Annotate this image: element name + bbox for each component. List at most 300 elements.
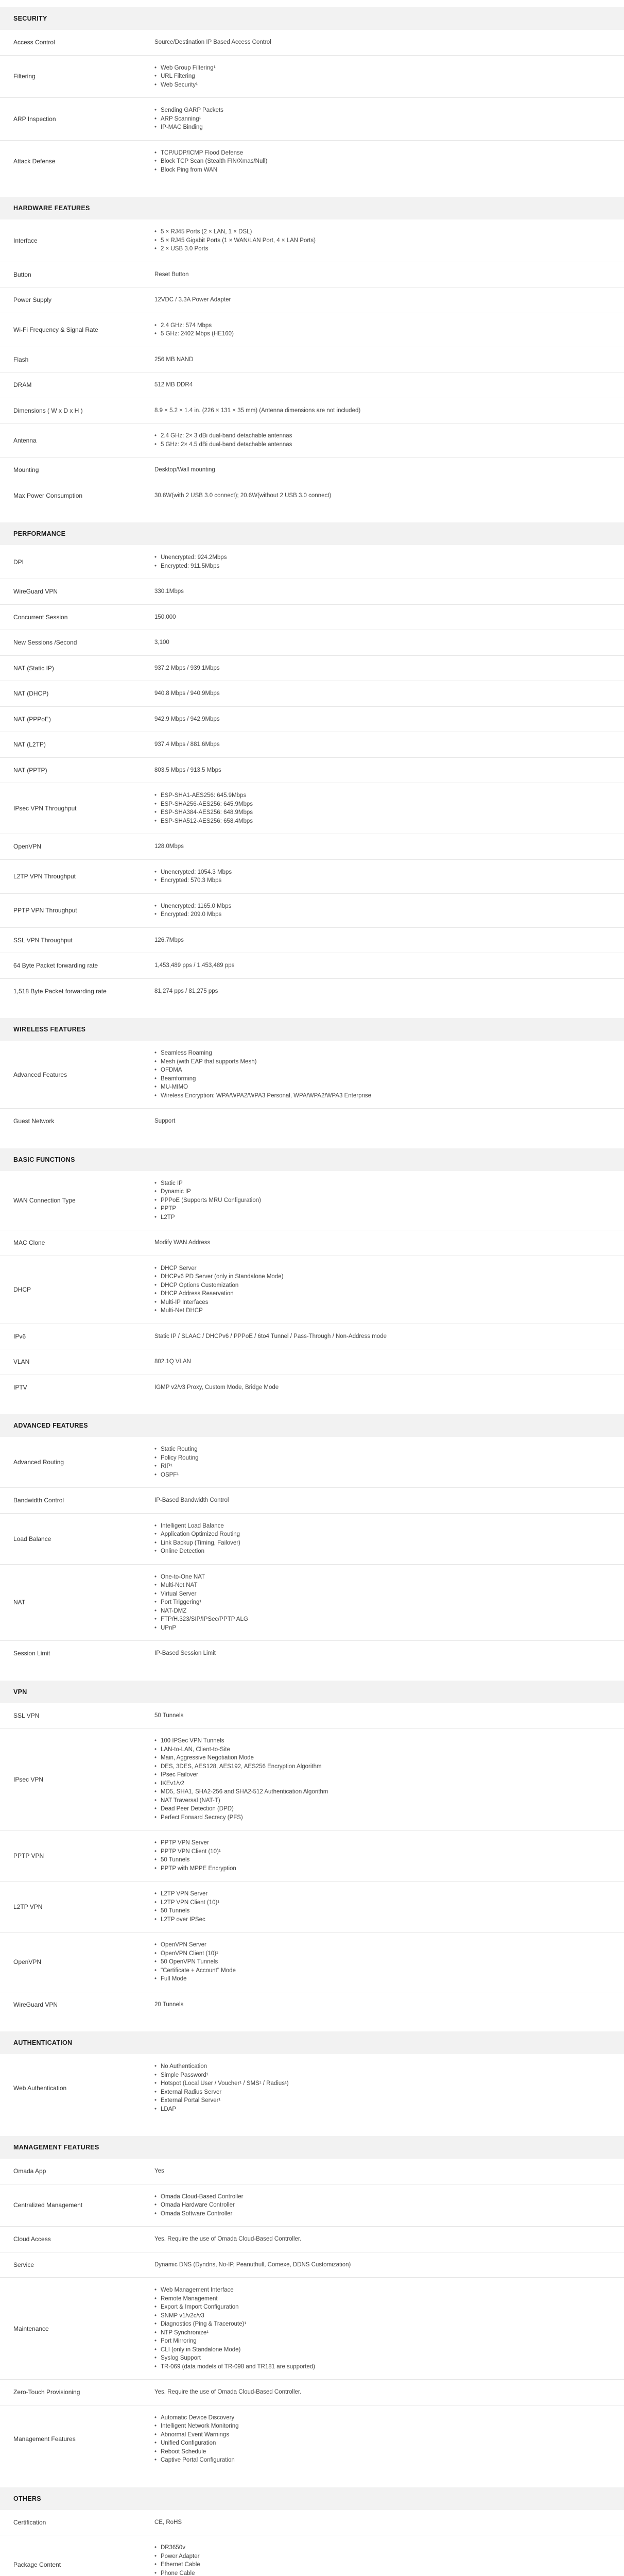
spec-value bbox=[154, 1332, 624, 1341]
spec-value-item: • ESP-SHA1-AES256: 645.9Mbps bbox=[154, 791, 603, 800]
spec-label: SSL VPN Throughput bbox=[13, 936, 73, 944]
spec-value-item: • Diagnostics (Ping & Traceroute)¹ bbox=[154, 2320, 603, 2329]
spec-value-item: • External Portal Server¹ bbox=[154, 2096, 603, 2105]
spec-value bbox=[154, 638, 624, 647]
spec-row bbox=[0, 979, 624, 1004]
spec-value-item: • IKEv1/v2 bbox=[154, 1780, 603, 1788]
spec-value-item: • L2TP over IPSec bbox=[154, 1916, 603, 1924]
spec-value-item: • NTP Synchronize¹ bbox=[154, 2329, 603, 2337]
spec-row bbox=[0, 347, 624, 373]
spec-row bbox=[0, 732, 624, 758]
spec-value-list bbox=[154, 1264, 603, 1315]
spec-value bbox=[154, 553, 624, 570]
spec-row bbox=[0, 1831, 624, 1882]
spec-value bbox=[154, 1890, 624, 1924]
spec-row bbox=[0, 372, 624, 398]
spec-value-text: 30.6W(with 2 USB 3.0 connect); 20.6W(without 2 USB 3.0 connect) bbox=[154, 492, 332, 499]
spec-row bbox=[0, 2535, 624, 2576]
spec-value-item: • Syslog Support bbox=[154, 2354, 603, 2363]
spec-value-item: • ESP-SHA512-AES256: 658.4Mbps bbox=[154, 817, 603, 826]
spec-label: Cloud Access bbox=[13, 2235, 51, 2243]
spec-label: Button bbox=[13, 270, 31, 278]
spec-value bbox=[154, 106, 624, 132]
spec-row bbox=[0, 681, 624, 707]
spec-value-item: • 50 OpenVPN Tunnels bbox=[154, 1958, 603, 1967]
spec-value-item: • CLI (only in Standalone Mode) bbox=[154, 2346, 603, 2354]
spec-value-item: • Unified Configuration bbox=[154, 2439, 603, 2448]
spec-label: Filtering bbox=[13, 73, 36, 80]
spec-label: PPTP VPN Throughput bbox=[13, 907, 77, 914]
spec-value bbox=[154, 613, 624, 622]
spec-value bbox=[154, 2261, 624, 2269]
spec-value bbox=[154, 936, 624, 945]
spec-value-item: • TR-069 (data models of TR-098 and TR181 are supported) bbox=[154, 2363, 603, 2371]
spec-value-item: • Unencrypted: 924.2Mbps bbox=[154, 553, 603, 562]
section-body bbox=[0, 30, 624, 182]
spec-value-item: • Phone Cable bbox=[154, 2569, 603, 2576]
spec-label: Web Authentication bbox=[13, 2084, 67, 2092]
spec-row bbox=[0, 2510, 624, 2536]
spec-value-list bbox=[154, 1941, 603, 1984]
spec-value-list bbox=[154, 321, 603, 338]
spec-value-item: • NAT Traversal (NAT-T) bbox=[154, 1797, 603, 1805]
spec-value-item: • Export & Import Configuration bbox=[154, 2303, 603, 2312]
spec-value bbox=[154, 1522, 624, 1556]
spec-value bbox=[154, 902, 624, 919]
spec-value-text: 8.9 × 5.2 × 1.4 in. (226 × 131 × 35 mm) (Antenna dimensions are not included) bbox=[154, 407, 361, 414]
section-body bbox=[0, 2054, 624, 2122]
spec-value-list bbox=[154, 1049, 603, 1100]
spec-value-list bbox=[154, 1573, 603, 1633]
section-header: HARDWARE FEATURES bbox=[0, 197, 624, 219]
spec-value-item: • ESP-SHA384-AES256: 648.9Mbps bbox=[154, 808, 603, 817]
spec-value-text: 12VDC / 3.3A Power Adapter bbox=[154, 297, 231, 303]
spec-row bbox=[0, 860, 624, 894]
spec-value-item: • One-to-One NAT bbox=[154, 1573, 603, 1582]
spec-value bbox=[154, 868, 624, 885]
spec-value-item: • Port Triggering¹ bbox=[154, 1598, 603, 1607]
spec-row bbox=[0, 141, 624, 183]
spec-value bbox=[154, 1496, 624, 1505]
section-header: ADVANCED FEATURES bbox=[0, 1414, 624, 1437]
spec-label: OpenVPN bbox=[13, 1958, 42, 1966]
spec-value-item: • 2 × USB 3.0 Ports bbox=[154, 245, 603, 253]
spec-value-item: • Policy Routing bbox=[154, 1454, 603, 1463]
spec-label: WireGuard VPN bbox=[13, 588, 58, 596]
spec-row bbox=[0, 30, 624, 56]
spec-row bbox=[0, 483, 624, 509]
spec-label: Session Limit bbox=[13, 1650, 50, 1657]
spec-label: Dimensions ( W x D x H ) bbox=[13, 406, 83, 414]
spec-value-item: • Sending GARP Packets bbox=[154, 106, 603, 115]
spec-label: ARP Inspection bbox=[13, 115, 56, 123]
spec-value bbox=[154, 587, 624, 596]
spec-label: PPTP VPN bbox=[13, 1852, 44, 1859]
section-body bbox=[0, 1703, 624, 2018]
spec-value bbox=[154, 1239, 624, 1247]
spec-value-text: 50 Tunnels bbox=[154, 1712, 184, 1719]
spec-value-item: • OFDMA bbox=[154, 1066, 603, 1075]
spec-value-text: 1,453,489 pps / 1,453,489 pps bbox=[154, 962, 235, 969]
spec-row bbox=[0, 1703, 624, 1729]
spec-value-list bbox=[154, 2414, 603, 2465]
spec-value-item: • Web Management Interface bbox=[154, 2286, 603, 2295]
spec-row bbox=[0, 1488, 624, 1514]
spec-value-item: • Intelligent Network Monitoring bbox=[154, 2422, 603, 2431]
spec-value-item: • Unencrypted: 1054.3 Mbps bbox=[154, 868, 603, 877]
spec-value-item: • Dead Peer Detection (DPD) bbox=[154, 1805, 603, 1814]
spec-value-text: Dynamic DNS (Dyndns, No-IP, Peanuthull, Comexe, DDNS Customization) bbox=[154, 2261, 351, 2268]
spec-value-text: Desktop/Wall mounting bbox=[154, 467, 215, 473]
spec-value bbox=[154, 1179, 624, 1222]
spec-value-item: • Static Routing bbox=[154, 1445, 603, 1454]
spec-label: Concurrent Session bbox=[13, 613, 68, 621]
spec-label: Attack Defense bbox=[13, 158, 56, 165]
spec-row bbox=[0, 605, 624, 631]
spec-label: NAT bbox=[13, 1599, 26, 1606]
spec-label: SSL VPN bbox=[13, 1711, 40, 1719]
spec-value bbox=[154, 1711, 624, 1720]
spec-value-item: • PPTP VPN Client (10)¹ bbox=[154, 1848, 603, 1856]
spec-label: WireGuard VPN bbox=[13, 2001, 58, 2008]
spec-label: NAT (L2TP) bbox=[13, 741, 46, 749]
spec-value-item: • NAT-DMZ bbox=[154, 1607, 603, 1616]
spec-value bbox=[154, 1649, 624, 1658]
section-body bbox=[0, 545, 624, 1004]
spec-value-item: • 5 GHz: 2402 Mbps (HE160) bbox=[154, 330, 603, 338]
spec-value bbox=[154, 2518, 624, 2527]
section-header: PERFORMANCE bbox=[0, 522, 624, 545]
spec-value-list bbox=[154, 1890, 603, 1924]
spec-label: Bandwidth Control bbox=[13, 1497, 64, 1504]
spec-value-item: • L2TP VPN Server bbox=[154, 1890, 603, 1899]
spec-value-text: 150,000 bbox=[154, 614, 176, 620]
spec-row bbox=[0, 1641, 624, 1666]
spec-row bbox=[0, 579, 624, 605]
spec-value-item: • Mesh (with EAP that supports Mesh) bbox=[154, 1058, 603, 1066]
spec-value-list bbox=[154, 1179, 603, 1222]
section-body bbox=[0, 2159, 624, 2473]
spec-value-item: • RIP¹ bbox=[154, 1462, 603, 1471]
section-body bbox=[0, 1437, 624, 1666]
spec-row bbox=[0, 707, 624, 733]
spec-row bbox=[0, 219, 624, 262]
spec-label: Access Control bbox=[13, 39, 55, 46]
spec-value bbox=[154, 2235, 624, 2244]
spec-value-item: • Omada Software Controller bbox=[154, 2210, 603, 2218]
spec-value-item: • DHCP Server bbox=[154, 1264, 603, 1273]
spec-value-item: • Perfect Forward Secrecy (PFS) bbox=[154, 1814, 603, 1822]
spec-value bbox=[154, 766, 624, 775]
spec-value-text: 126.7Mbps bbox=[154, 937, 184, 943]
spec-value-text: 20 Tunnels bbox=[154, 2001, 184, 2008]
spec-value-item: • DHCP Address Reservation bbox=[154, 1290, 603, 1298]
spec-value-item: • PPTP with MPPE Encryption bbox=[154, 1865, 603, 1873]
spec-value-item: • Omada Cloud-Based Controller bbox=[154, 2193, 603, 2201]
spec-value-item: • Multi-IP Interfaces bbox=[154, 1298, 603, 1307]
spec-value bbox=[154, 1383, 624, 1392]
spec-label: L2TP VPN bbox=[13, 1903, 43, 1910]
spec-value bbox=[154, 842, 624, 851]
spec-label: Management Features bbox=[13, 2435, 76, 2443]
spec-value-text: 940.8 Mbps / 940.9Mbps bbox=[154, 690, 220, 697]
spec-row bbox=[0, 398, 624, 424]
spec-row bbox=[0, 1933, 624, 1992]
section-body bbox=[0, 1041, 624, 1134]
spec-value-item: • Unencrypted: 1165.0 Mbps bbox=[154, 902, 603, 911]
spec-value-list bbox=[154, 106, 603, 132]
section-header: SECURITY bbox=[0, 7, 624, 30]
spec-value-item: • Automatic Device Discovery bbox=[154, 2414, 603, 2422]
spec-value bbox=[154, 432, 624, 449]
spec-value-item: • 5 GHz: 2× 4.5 dBi dual-band detachable antennas bbox=[154, 440, 603, 449]
spec-value-text: IP-Based Bandwidth Control bbox=[154, 1497, 229, 1503]
spec-value-item: • Omada Hardware Controller bbox=[154, 2201, 603, 2210]
spec-label: NAT (PPTP) bbox=[13, 766, 47, 774]
spec-value bbox=[154, 1573, 624, 1633]
spec-value-text: Source/Destination IP Based Access Control bbox=[154, 39, 271, 45]
spec-label: Service bbox=[13, 2261, 34, 2268]
spec-value bbox=[154, 149, 624, 175]
spec-value-text: IP-Based Session Limit bbox=[154, 1650, 216, 1656]
spec-value-item: • Simple Password¹ bbox=[154, 2071, 603, 2080]
spec-value-item: • Seamless Roaming bbox=[154, 1049, 603, 1058]
spec-value-text: Reset Button bbox=[154, 271, 189, 278]
spec-value-item: • L2TP bbox=[154, 1213, 603, 1222]
spec-value-text: 942.9 Mbps / 942.9Mbps bbox=[154, 716, 220, 722]
spec-row bbox=[0, 758, 624, 784]
spec-label: WAN Connection Type bbox=[13, 1196, 76, 1204]
spec-value-item: • Multi-Net DHCP bbox=[154, 1307, 603, 1315]
spec-value bbox=[154, 2193, 624, 2218]
spec-value-list bbox=[154, 1445, 603, 1479]
spec-value-list bbox=[154, 228, 603, 253]
spec-value-item: • L2TP VPN Client (10)¹ bbox=[154, 1899, 603, 1907]
spec-label: OpenVPN bbox=[13, 843, 42, 851]
spec-value-item: • LDAP bbox=[154, 2105, 603, 2114]
spec-label: NAT (PPPoE) bbox=[13, 715, 51, 723]
spec-value bbox=[154, 1049, 624, 1100]
spec-value bbox=[154, 740, 624, 749]
spec-label: Package Content bbox=[13, 2561, 61, 2569]
spec-row bbox=[0, 2054, 624, 2122]
spec-value bbox=[154, 2388, 624, 2397]
spec-label: Zero-Touch Provisioning bbox=[13, 2388, 80, 2396]
spec-value bbox=[154, 1264, 624, 1315]
spec-value-item: • 2.4 GHz: 574 Mbps bbox=[154, 321, 603, 330]
section-header: BASIC FUNCTIONS bbox=[0, 1148, 624, 1171]
spec-row bbox=[0, 457, 624, 483]
spec-row bbox=[0, 2405, 624, 2473]
spec-row bbox=[0, 1109, 624, 1134]
spec-value-list bbox=[154, 1839, 603, 1873]
spec-value-text: 802.1Q VLAN bbox=[154, 1359, 191, 1365]
spec-value-item: • FTP/H.323/SIP/IPSec/PPTP ALG bbox=[154, 1615, 603, 1624]
spec-row bbox=[0, 1171, 624, 1231]
spec-value-item: • 5 × RJ45 Ports (2 × LAN, 1 × DSL) bbox=[154, 228, 603, 236]
spec-value-text: 330.1Mbps bbox=[154, 588, 184, 595]
spec-value-item: • SNMP v1/v2c/v3 bbox=[154, 2312, 603, 2320]
spec-label: Guest Network bbox=[13, 1117, 55, 1125]
spec-value bbox=[154, 664, 624, 673]
spec-value-text: 3,100 bbox=[154, 639, 169, 646]
spec-value bbox=[154, 321, 624, 338]
spec-value bbox=[154, 689, 624, 698]
spec-row bbox=[0, 2227, 624, 2252]
spec-value-item: • Ethernet Cable bbox=[154, 2561, 603, 2569]
spec-label: Wi-Fi Frequency & Signal Rate bbox=[13, 326, 98, 333]
section-header: VPN bbox=[0, 1681, 624, 1703]
spec-value-item: • LAN-to-LAN, Client-to-Site bbox=[154, 1745, 603, 1754]
spec-value-list bbox=[154, 868, 603, 885]
section-body bbox=[0, 219, 624, 508]
section-header: WIRELESS FEATURES bbox=[0, 1018, 624, 1041]
spec-value bbox=[154, 64, 624, 90]
spec-label: Centralized Management bbox=[13, 2201, 83, 2209]
spec-value bbox=[154, 715, 624, 724]
spec-label: IPsec VPN bbox=[13, 1775, 44, 1783]
spec-value-item: • Block TCP Scan (Stealth FIN/Xmas/Null) bbox=[154, 157, 603, 166]
spec-value-text: Yes. Require the use of Omada Cloud-Based Controller. bbox=[154, 2389, 302, 2395]
spec-value-text: 937.2 Mbps / 939.1Mbps bbox=[154, 665, 220, 671]
spec-value-item: • UPnP bbox=[154, 1624, 603, 1633]
spec-label: DRAM bbox=[13, 381, 32, 389]
spec-label: DPI bbox=[13, 558, 24, 566]
spec-label: Max Power Consumption bbox=[13, 492, 83, 499]
spec-value-item: • MU-MIMO bbox=[154, 1083, 603, 1092]
spec-label: Flash bbox=[13, 355, 29, 363]
spec-value-list bbox=[154, 553, 603, 570]
spec-value bbox=[154, 791, 624, 825]
spec-label: Certification bbox=[13, 2518, 46, 2526]
spec-label: Omada App bbox=[13, 2167, 46, 2175]
spec-row bbox=[0, 783, 624, 834]
spec-value-text: IGMP v2/v3 Proxy, Custom Mode, Bridge Mode bbox=[154, 1384, 279, 1391]
spec-row bbox=[0, 2380, 624, 2405]
spec-value bbox=[154, 270, 624, 279]
spec-value-item: • OSPF¹ bbox=[154, 1471, 603, 1480]
spec-value-item: • TCP/UDP/ICMP Flood Defense bbox=[154, 149, 603, 158]
spec-value-item: • Online Detection bbox=[154, 1547, 603, 1556]
spec-row bbox=[0, 2278, 624, 2380]
spec-value-item: • Static IP bbox=[154, 1179, 603, 1188]
spec-value bbox=[154, 1737, 624, 1822]
spec-value-item: • Intelligent Load Balance bbox=[154, 1522, 603, 1531]
spec-value-item: • Beamforming bbox=[154, 1075, 603, 1083]
spec-value-list bbox=[154, 64, 603, 90]
spec-value-item: • 50 Tunnels bbox=[154, 1907, 603, 1916]
spec-value-text: 128.0Mbps bbox=[154, 843, 184, 850]
spec-value bbox=[154, 492, 624, 500]
spec-value-text: 81,274 pps / 81,275 pps bbox=[154, 988, 218, 994]
spec-value-list bbox=[154, 2544, 603, 2576]
spec-value-item: • DR3650v bbox=[154, 2544, 603, 2552]
spec-row bbox=[0, 894, 624, 928]
spec-value-item: • URL Filtering bbox=[154, 72, 603, 81]
spec-row bbox=[0, 1728, 624, 1831]
spec-row bbox=[0, 1375, 624, 1400]
spec-value-item: • No Authentication bbox=[154, 2062, 603, 2071]
spec-row bbox=[0, 1230, 624, 1256]
spec-value-item: • "Certificate + Account" Mode bbox=[154, 1967, 603, 1975]
spec-label: NAT (Static IP) bbox=[13, 664, 54, 672]
spec-value-item: • 100 IPSec VPN Tunnels bbox=[154, 1737, 603, 1745]
spec-value-list bbox=[154, 149, 603, 175]
spec-value bbox=[154, 1445, 624, 1479]
spec-value-text: 937.4 Mbps / 881.6Mbps bbox=[154, 741, 220, 748]
spec-label: L2TP VPN Throughput bbox=[13, 873, 76, 880]
spec-value-item: • Wireless Encryption: WPA/WPA2/WPA3 Personal, WPA/WPA2/WPA3 Enterprise bbox=[154, 1092, 603, 1100]
spec-value-text: 512 MB DDR4 bbox=[154, 382, 193, 388]
spec-value bbox=[154, 1839, 624, 1873]
spec-value-list bbox=[154, 2193, 603, 2218]
spec-value bbox=[154, 1358, 624, 1366]
spec-value-text: Support bbox=[154, 1118, 176, 1124]
spec-value bbox=[154, 381, 624, 389]
spec-label: 1,518 Byte Packet forwarding rate bbox=[13, 987, 107, 995]
spec-row bbox=[0, 2184, 624, 2227]
spec-value-item: • Reboot Schedule bbox=[154, 2448, 603, 2456]
spec-row bbox=[0, 423, 624, 457]
spec-row bbox=[0, 2159, 624, 2184]
spec-label: New Sessions /Second bbox=[13, 639, 77, 647]
spec-label: Interface bbox=[13, 236, 38, 244]
spec-label: 64 Byte Packet forwarding rate bbox=[13, 962, 98, 970]
spec-row bbox=[0, 1324, 624, 1350]
spec-row bbox=[0, 56, 624, 98]
spec-value-item: • Encrypted: 209.0 Mbps bbox=[154, 910, 603, 919]
spec-row bbox=[0, 953, 624, 979]
spec-value-text: 803.5 Mbps / 913.5 Mbps bbox=[154, 767, 221, 773]
spec-row bbox=[0, 545, 624, 579]
spec-value-text: Yes. Require the use of Omada Cloud-Based Controller. bbox=[154, 2236, 302, 2242]
spec-value-item: • Abnormal Event Warnings bbox=[154, 2431, 603, 2439]
spec-value-text: Modify WAN Address bbox=[154, 1240, 211, 1246]
section-header: OTHERS bbox=[0, 2487, 624, 2510]
spec-row bbox=[0, 1882, 624, 1933]
spec-label: NAT (DHCP) bbox=[13, 690, 49, 698]
spec-value-item: • IP-MAC Binding bbox=[154, 123, 603, 132]
spec-label: IPTV bbox=[13, 1383, 27, 1391]
spec-label: Antenna bbox=[13, 436, 37, 444]
spec-value bbox=[154, 2414, 624, 2465]
spec-value-item: • 2.4 GHz: 2× 3 dBi dual-band detachable antennas bbox=[154, 432, 603, 440]
spec-value-list bbox=[154, 791, 603, 825]
spec-value-item: • OpenVPN Client (10)¹ bbox=[154, 1950, 603, 1958]
spec-value-item: • Hotspot (Local User / Voucher¹ / SMS¹ / Radius¹) bbox=[154, 2079, 603, 2088]
spec-value-item: • Encrypted: 570.3 Mbps bbox=[154, 876, 603, 885]
spec-row bbox=[0, 1041, 624, 1109]
spec-value-item: • DHCP Options Customization bbox=[154, 1281, 603, 1290]
spec-value bbox=[154, 2062, 624, 2113]
spec-value-item: • Remote Management bbox=[154, 2295, 603, 2303]
spec-value-item: • ESP-SHA256-AES256: 645.9Mbps bbox=[154, 800, 603, 809]
spec-value-text: 256 MB NAND bbox=[154, 356, 194, 363]
spec-label: Load Balance bbox=[13, 1535, 51, 1543]
spec-label: MAC Clone bbox=[13, 1239, 45, 1247]
spec-value bbox=[154, 2167, 624, 2176]
spec-value bbox=[154, 1941, 624, 1984]
spec-value bbox=[154, 355, 624, 364]
spec-value-item: • Full Mode bbox=[154, 1975, 603, 1984]
spec-value-item: • Link Backup (Timing, Failover) bbox=[154, 1539, 603, 1548]
spec-row bbox=[0, 928, 624, 954]
spec-value-list bbox=[154, 902, 603, 919]
spec-label: DHCP bbox=[13, 1286, 31, 1293]
spec-value-text: Static IP / SLAAC / DHCPv6 / PPPoE / 6to4 Tunnel / Pass-Through / Non-Address mode bbox=[154, 1333, 387, 1340]
spec-value bbox=[154, 466, 624, 474]
spec-label: IPv6 bbox=[13, 1332, 26, 1340]
